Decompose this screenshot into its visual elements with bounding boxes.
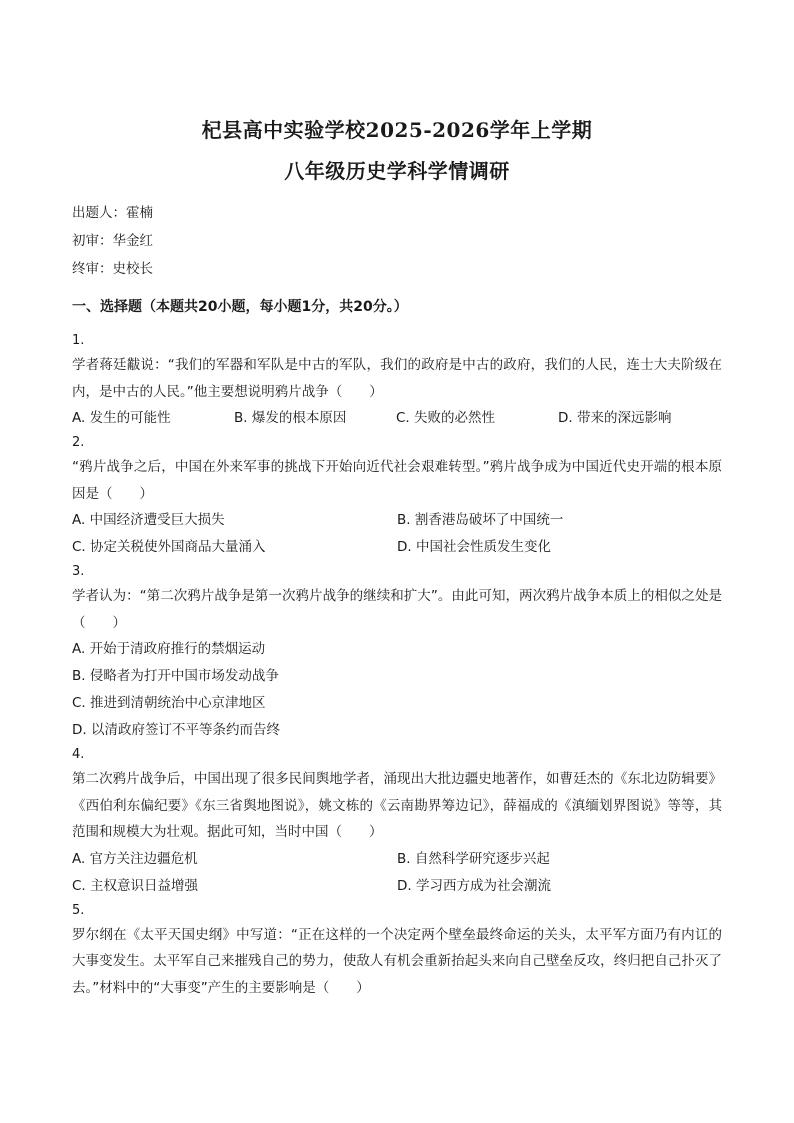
option-group (72, 507, 722, 561)
question-3 (72, 561, 722, 744)
option-b: B. 爆发的根本原因 (234, 410, 347, 426)
option-c: C. 推进到清朝统治中心京津地区 (72, 695, 266, 711)
option-group (72, 636, 722, 744)
section-heading: 一、选择题（本题共20小题，每小题1分，共20分。） (72, 299, 408, 315)
exam-subtitle: 八年级历史学科学情调研 (284, 159, 510, 183)
option-b: B. 自然科学研究逐步兴起 (397, 850, 550, 867)
question-list (72, 330, 722, 1001)
question-number: 4. (72, 747, 85, 762)
option-d: D. 中国社会性质发生变化 (397, 539, 551, 555)
option-d: D. 带来的深远影响 (558, 410, 672, 426)
exam-title: 杞县高中实验学校2025-2026学年上学期 (201, 118, 593, 142)
option-d: D. 以清政府签订不平等条约而告终 (72, 722, 280, 738)
question-number: 2. (72, 435, 85, 450)
option-c: C. 主权意识日益增强 (72, 877, 199, 894)
question-2 (72, 432, 722, 561)
question-4 (72, 744, 722, 900)
option-group (72, 405, 722, 432)
final-review-line: 终审：史校长 (72, 261, 153, 277)
question-number: 1. (72, 333, 85, 348)
first-review-line: 初审：华金红 (72, 233, 153, 249)
author-line: 出题人：霍楠 (72, 205, 153, 221)
option-d: D. 学习西方成为社会潮流 (397, 877, 551, 894)
option-b: B. 侵略者为打开中国市场发动战争 (72, 668, 279, 684)
question-stem: 第二次鸦片战争后，中国出现了很多民间舆地学者，涌现出大批边疆史地著作，如曹廷杰的《东北边防辑要》《西伯利东偏纪要》《东三省舆地图说》，姚文栋的《云南勘界筹边记》，薛福成的《滇缅划界图说》等等，其范围和规模大为壮观。据此可知，当时中国（ ） (72, 771, 722, 840)
question-stem: 罗尔纲在《太平天国史纲》中写道：“正在这样的一个决定两个壁垒最终命运的关头，太平军方面乃有内讧的大事变发生。太平军自己来摧残自己的势力，使敌人有机会重新抬起头来向自己壁垒反攻，终归把自己扑灭了去。”材料中的“大事变”产生的主要影响是（ ） (72, 926, 722, 996)
option-a: A. 开始于清政府推行的禁烟运动 (72, 641, 266, 657)
option-a: A. 发生的可能性 (72, 410, 171, 426)
option-c: C. 失败的必然性 (396, 410, 496, 426)
option-group (72, 846, 722, 900)
option-c: C. 协定关税使外国商品大量涌入 (72, 539, 266, 555)
question-number: 3. (72, 564, 85, 579)
question-number: 5. (72, 902, 85, 918)
option-a: A. 中国经济遭受巨大损失 (72, 512, 225, 528)
option-a: A. 官方关注边疆危机 (72, 850, 198, 867)
question-5 (72, 900, 722, 1002)
question-1 (72, 330, 722, 432)
question-stem: “鸦片战争之后，中国在外来军事的挑战下开始向近代社会艰难转型。”鸦片战争成为中国近代史开端的根本原因是（ ） (72, 459, 722, 502)
question-stem: 学者蒋廷黻说：“我们的军器和军队是中古的军队，我们的政府是中古的政府，我们的人民，连士大夫阶级在内，是中古的人民。”他主要想说明鸦片战争（ ） (72, 357, 722, 400)
credits-block (72, 199, 153, 283)
option-b: B. 割香港岛破坏了中国统一 (397, 512, 564, 528)
question-stem: 学者认为：“第二次鸦片战争是第一次鸦片战争的继续和扩大”。由此可知，两次鸦片战争本质上的相似之处是（ ） (72, 588, 722, 631)
